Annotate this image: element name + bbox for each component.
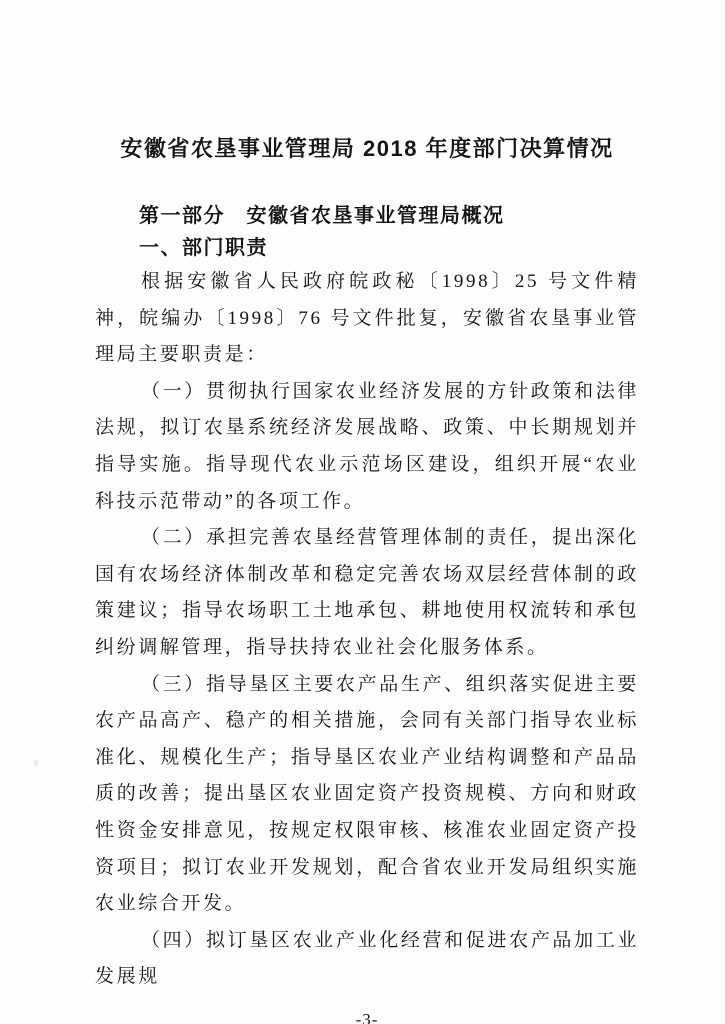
body-text	[95, 264, 639, 996]
paragraph-duty-4-truncated: （四）拟订垦区农业产业化经营和促进农产品加工业发展规	[95, 929, 639, 988]
paragraph-duty-1: （一）贯彻执行国家农业经济发展的方针政策和法律法规，拟订农垦系统经济发展战略、政策、中长期规划并指导实施。指导现代农业示范场区建设，组织开展“农业科技示范带动”的各项工作。	[95, 380, 639, 512]
paragraph-duty-3: （三）指导垦区主要农产品生产、组织落实促进主要农产品高产、稳产的相关措施，会同有关部门指导农业标准化、规模化生产；指导垦区农业产业结构调整和产品品质的改善；提出垦区农业固定资产投资规模、方向和财政性资金安排意见，按规定权限审核、核准农业固定资产投资项目；拟订农业开发规划，配合省农业开发局组织实施农业综合开发。	[95, 673, 639, 915]
part-heading: 第一部分 安徽省农垦事业管理局概况	[139, 205, 505, 227]
paragraph-duty-2: （二）承担完善农垦经营管理体制的责任，提出深化国有农场经济体制改革和稳定完善农场双层经营体制的政策建议；指导农场职工土地承包、耕地使用权流转和承包纠纷调解管理，指导扶持农业社会化服务体系。	[95, 527, 639, 658]
page-number: -3-	[355, 1009, 379, 1024]
document-title: 安徽省农垦事业管理局 2018 年度部门决算情况	[120, 136, 614, 161]
paragraph-intro: 根据安徽省人民政府皖政秘〔1998〕25 号文件精神，皖编办〔1998〕76 号文件批复，安徽省农垦事业管理局主要职责是：	[95, 271, 639, 366]
section-heading: 一、部门职责	[139, 237, 268, 259]
scan-artifact	[33, 758, 39, 768]
